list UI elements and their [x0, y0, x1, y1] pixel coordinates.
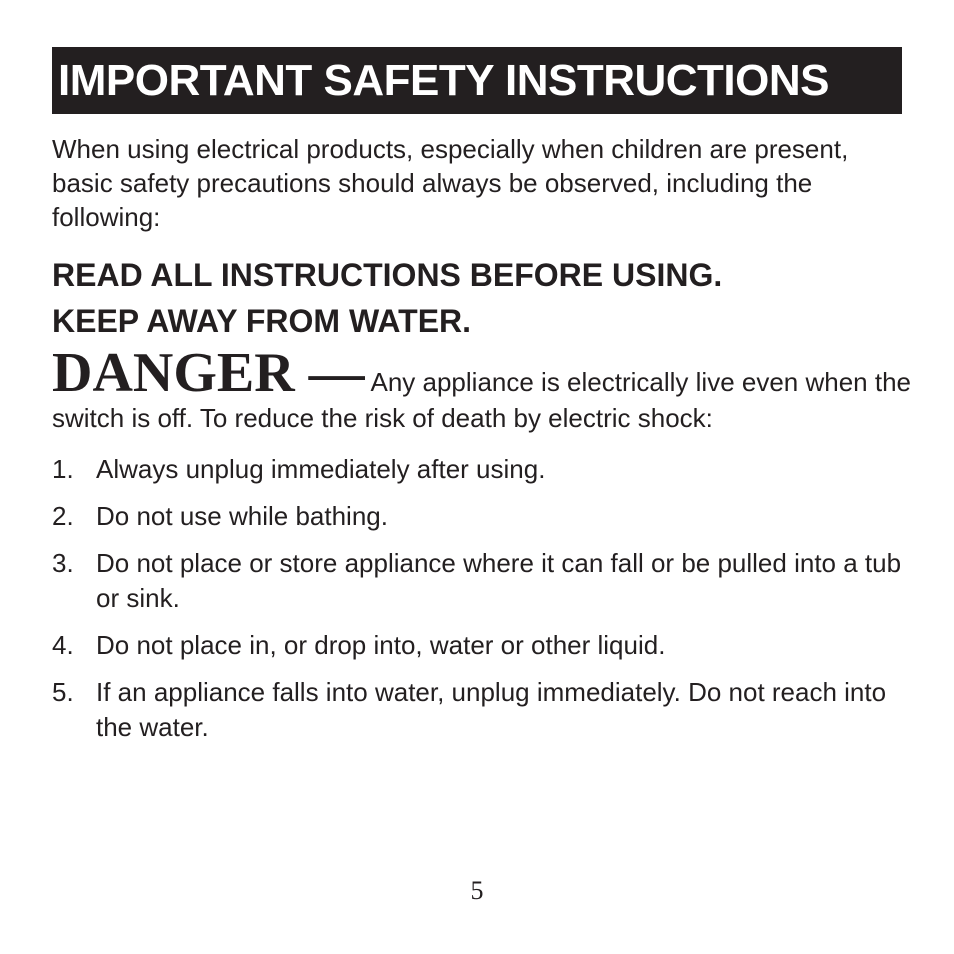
item-text: Do not place or store appliance where it can fall or be pulled into a tub or sink.	[96, 548, 902, 613]
item-number: 2.	[52, 501, 74, 531]
item-number: 3.	[52, 548, 74, 578]
item-text: Do not use while bathing.	[96, 501, 388, 531]
title-banner: IMPORTANT SAFETY INSTRUCTIONS	[52, 47, 902, 114]
item-number: 1.	[52, 454, 74, 484]
item-text: Always unplug immediately after using.	[96, 454, 546, 484]
read-instructions-heading: READ ALL INSTRUCTIONS BEFORE USING.	[52, 257, 723, 293]
list-item	[52, 452, 912, 487]
warning-headings	[52, 252, 722, 344]
intro-paragraph: When using electrical products, especially when children are present, basic safety precautions should always be observed, including the following:	[52, 134, 849, 232]
list-item	[52, 499, 912, 534]
danger-text: Any appliance is electrically live even when the switch is off. To reduce the risk of death by electric shock:	[52, 367, 911, 433]
item-text: If an appliance falls into water, unplug immediately. Do not reach into the water.	[96, 677, 887, 742]
instruction-list	[52, 452, 912, 757]
list-item	[52, 628, 912, 663]
page-number: 5	[470, 876, 484, 905]
danger-paragraph	[52, 342, 912, 436]
list-item	[52, 675, 912, 745]
item-text: Do not place in, or drop into, water or other liquid.	[96, 630, 666, 660]
item-number: 4.	[52, 630, 74, 660]
danger-label: DANGER —	[52, 342, 365, 404]
item-number: 5.	[52, 677, 74, 707]
list-item	[52, 546, 912, 616]
keep-away-heading: KEEP AWAY FROM WATER.	[52, 303, 472, 339]
